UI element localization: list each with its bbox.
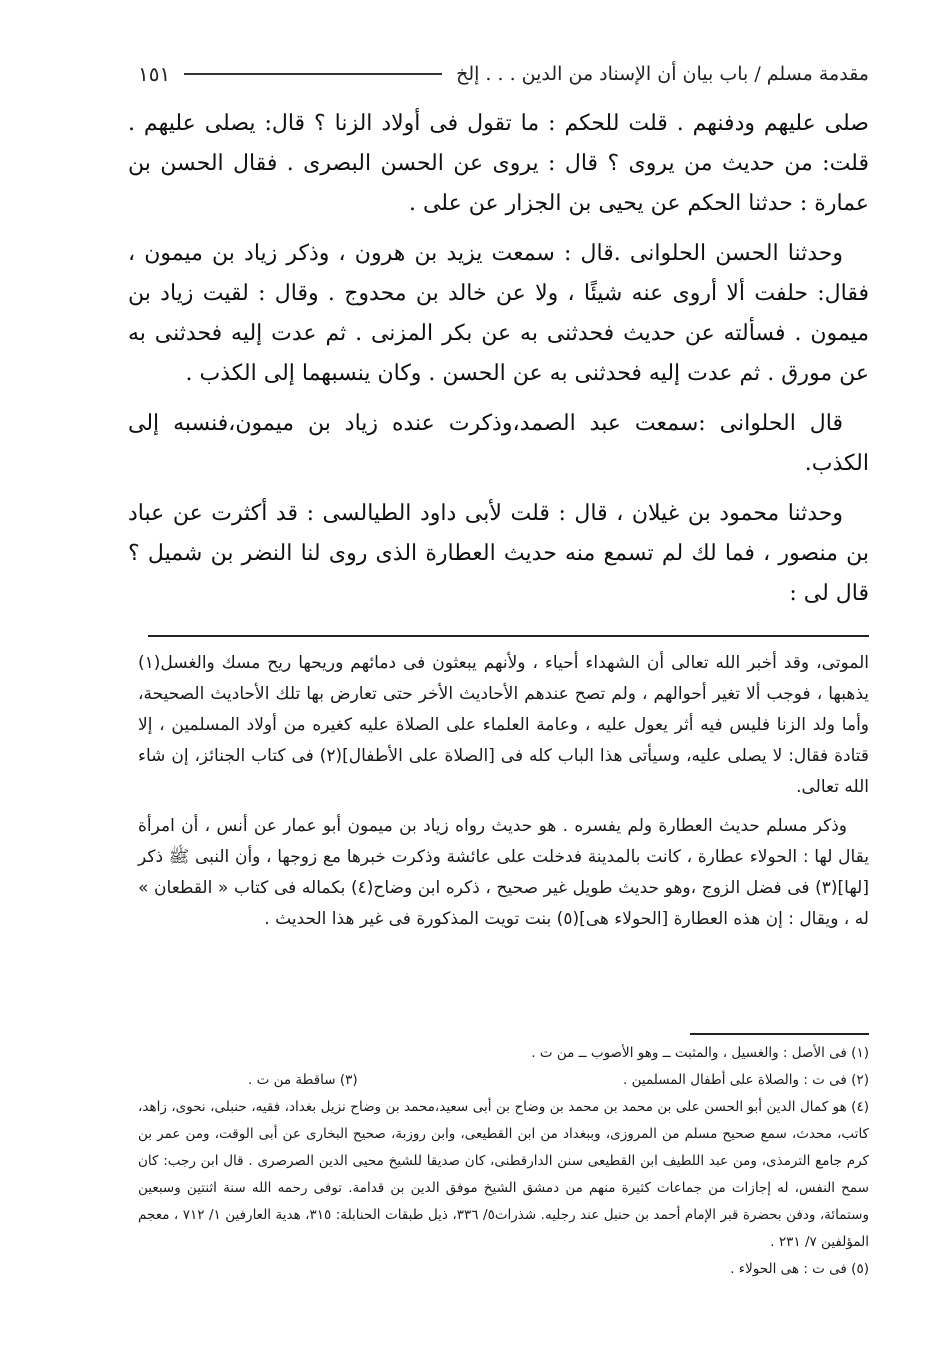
running-header (138, 56, 869, 92)
footnote-3: (٣) ساقطة من ت . (248, 1072, 358, 1088)
main-paragraph-4: وحدثنا محمود بن غيلان ، قال : قلت لأبى داود الطيالسى : قد أكثرت عن عباد بن منصور ، فما لك لم تسمع منه حديث العطارة الذى روى لنا النضر بن شميل ؟ قال لى : (128, 501, 869, 606)
main-paragraph-1: صلى عليهم ودفنهم . قلت للحكم : ما تقول فى أولاد الزنا ؟ قال: يصلى عليهم . قلت: من حديث من يروى ؟ قال : يروى عن الحسن البصرى . فقال الحسن بن عمارة : حدثنا الحكم عن يحيى بن الجزار عن على . (128, 111, 869, 216)
footnotes (138, 1040, 869, 1340)
main-text (128, 104, 869, 634)
footnote-5: (٥) فى ت : هى الحولاء . (730, 1261, 869, 1277)
footnote-2: (٢) فى ت : والصلاة على أطفال المسلمين . (623, 1072, 869, 1088)
commentary (138, 648, 869, 1028)
footnote-row-2-3 (138, 1067, 869, 1094)
header-rule (184, 73, 442, 75)
footnote-rule (690, 1033, 869, 1035)
running-title: مقدمة مسلم / باب بيان أن الإسناد من الدين . . . إلخ (456, 63, 869, 85)
main-paragraph-2: وحدثنا الحسن الحلوانى .قال : سمعت يزيد بن هرون ، وذكر زياد بن ميمون ، فقال: حلفت ألا أروى عنه شيئًا ، ولا عن خالد بن محدوج . وقال : لقيت زياد بن ميمون . فسألته عن حديث فحدثنى به عن بكر المزنى . ثم عدت إليه فحدثنى به عن مورق . ثم عدت إليه فحدثنى به عن الحسن . وكان ينسبهما إلى الكذب . (128, 241, 869, 386)
commentary-paragraph-2: وذكر مسلم حديث العطارة ولم يفسره . هو حديث رواه زياد بن ميمون أبو عمار عن أنس ، أن امرأة يقال لها : الحولاء عطارة ، كانت بالمدينة فدخلت على عائشة وذكرت خبرها مع زوجها ، وأن النبى ﷺ ذكر [لها](٣) فى فضل الزوج ،وهو حديث طويل غير صحيح ، ذكره ابن وضاح(٤) بكماله فى كتاب « القطعان » له ، ويقال : إن هذه العطارة [الحولاء هى](٥) بنت تويت المذكورة فى غير هذا الحديث . (138, 816, 869, 929)
footnote-4: (٤) هو كمال الدين أبو الحسن على بن محمد بن محمد بن وضاح بن أبى سعيد،محمد بن وضاح نزيل بغداد، فقيه، حنبلى، نحوى، زاهد، كاتب، محدث، سمع صحيح مسلم من المروزى، وببغداد من ابن القطيعى، وابن روزبة، صحيح البخارى عن أبى الوقت، ومن عمر بن كرم جامع الترمذى، ومن عبد اللطيف ابن القطيعى سنن الدارقطنى، كان صديقا للشيخ محيى الدين الصرصرى . قال ابن رجب: كان سمح النفس، له إجازات من جماعات كثيرة منهم من دمشق الشيخ موفق الدين بن قدامة. توفى رحمه الله سنة اثنتين وسبعين وستمائة، ودفن بحضرة قبر الإمام أحمد بن حنبل عند رجليه. شذرات٥/ ٣٣٦، ذيل طبقات الحنابلة: ٣١٥، هدية العارفين ١/ ٧١٢ ، معجم المؤلفين ٧/ ٢٣١ . (138, 1099, 869, 1250)
commentary-paragraph-1: الموتى، وقد أخبر الله تعالى أن الشهداء أحياء ، ولأنهم يبعثون فى دمائهم وريحها ريح مسك والغسل(١) يذهبها ، فوجب ألا تغير أحوالهم ، ولم تصح عندهم الأحاديث الأخر حتى تعارض بها تلك الأحاديث الصحيحة، وأما ولد الزنا فليس فيه أثر يعول عليه ، وعامة العلماء على الصلاة عليه كغيره من أولاد المسلمين ، إلا قتادة فقال: لا يصلى عليه، وسيأتى هذا الباب كله فى [الصلاة على الأطفال](٢) فى كتاب الجنائز، إن شاء الله تعالى. (138, 653, 870, 797)
commentary-divider (148, 635, 869, 637)
footnote-1: (١) فى الأصل : والغسيل ، والمثبت ــ وهو الأصوب ــ من ت . (531, 1045, 869, 1061)
main-paragraph-3: قال الحلوانى :سمعت عبد الصمد،وذكرت عنده زياد بن ميمون،فنسبه إلى الكذب. (128, 411, 869, 476)
page-number: ١٥١ (138, 62, 171, 86)
